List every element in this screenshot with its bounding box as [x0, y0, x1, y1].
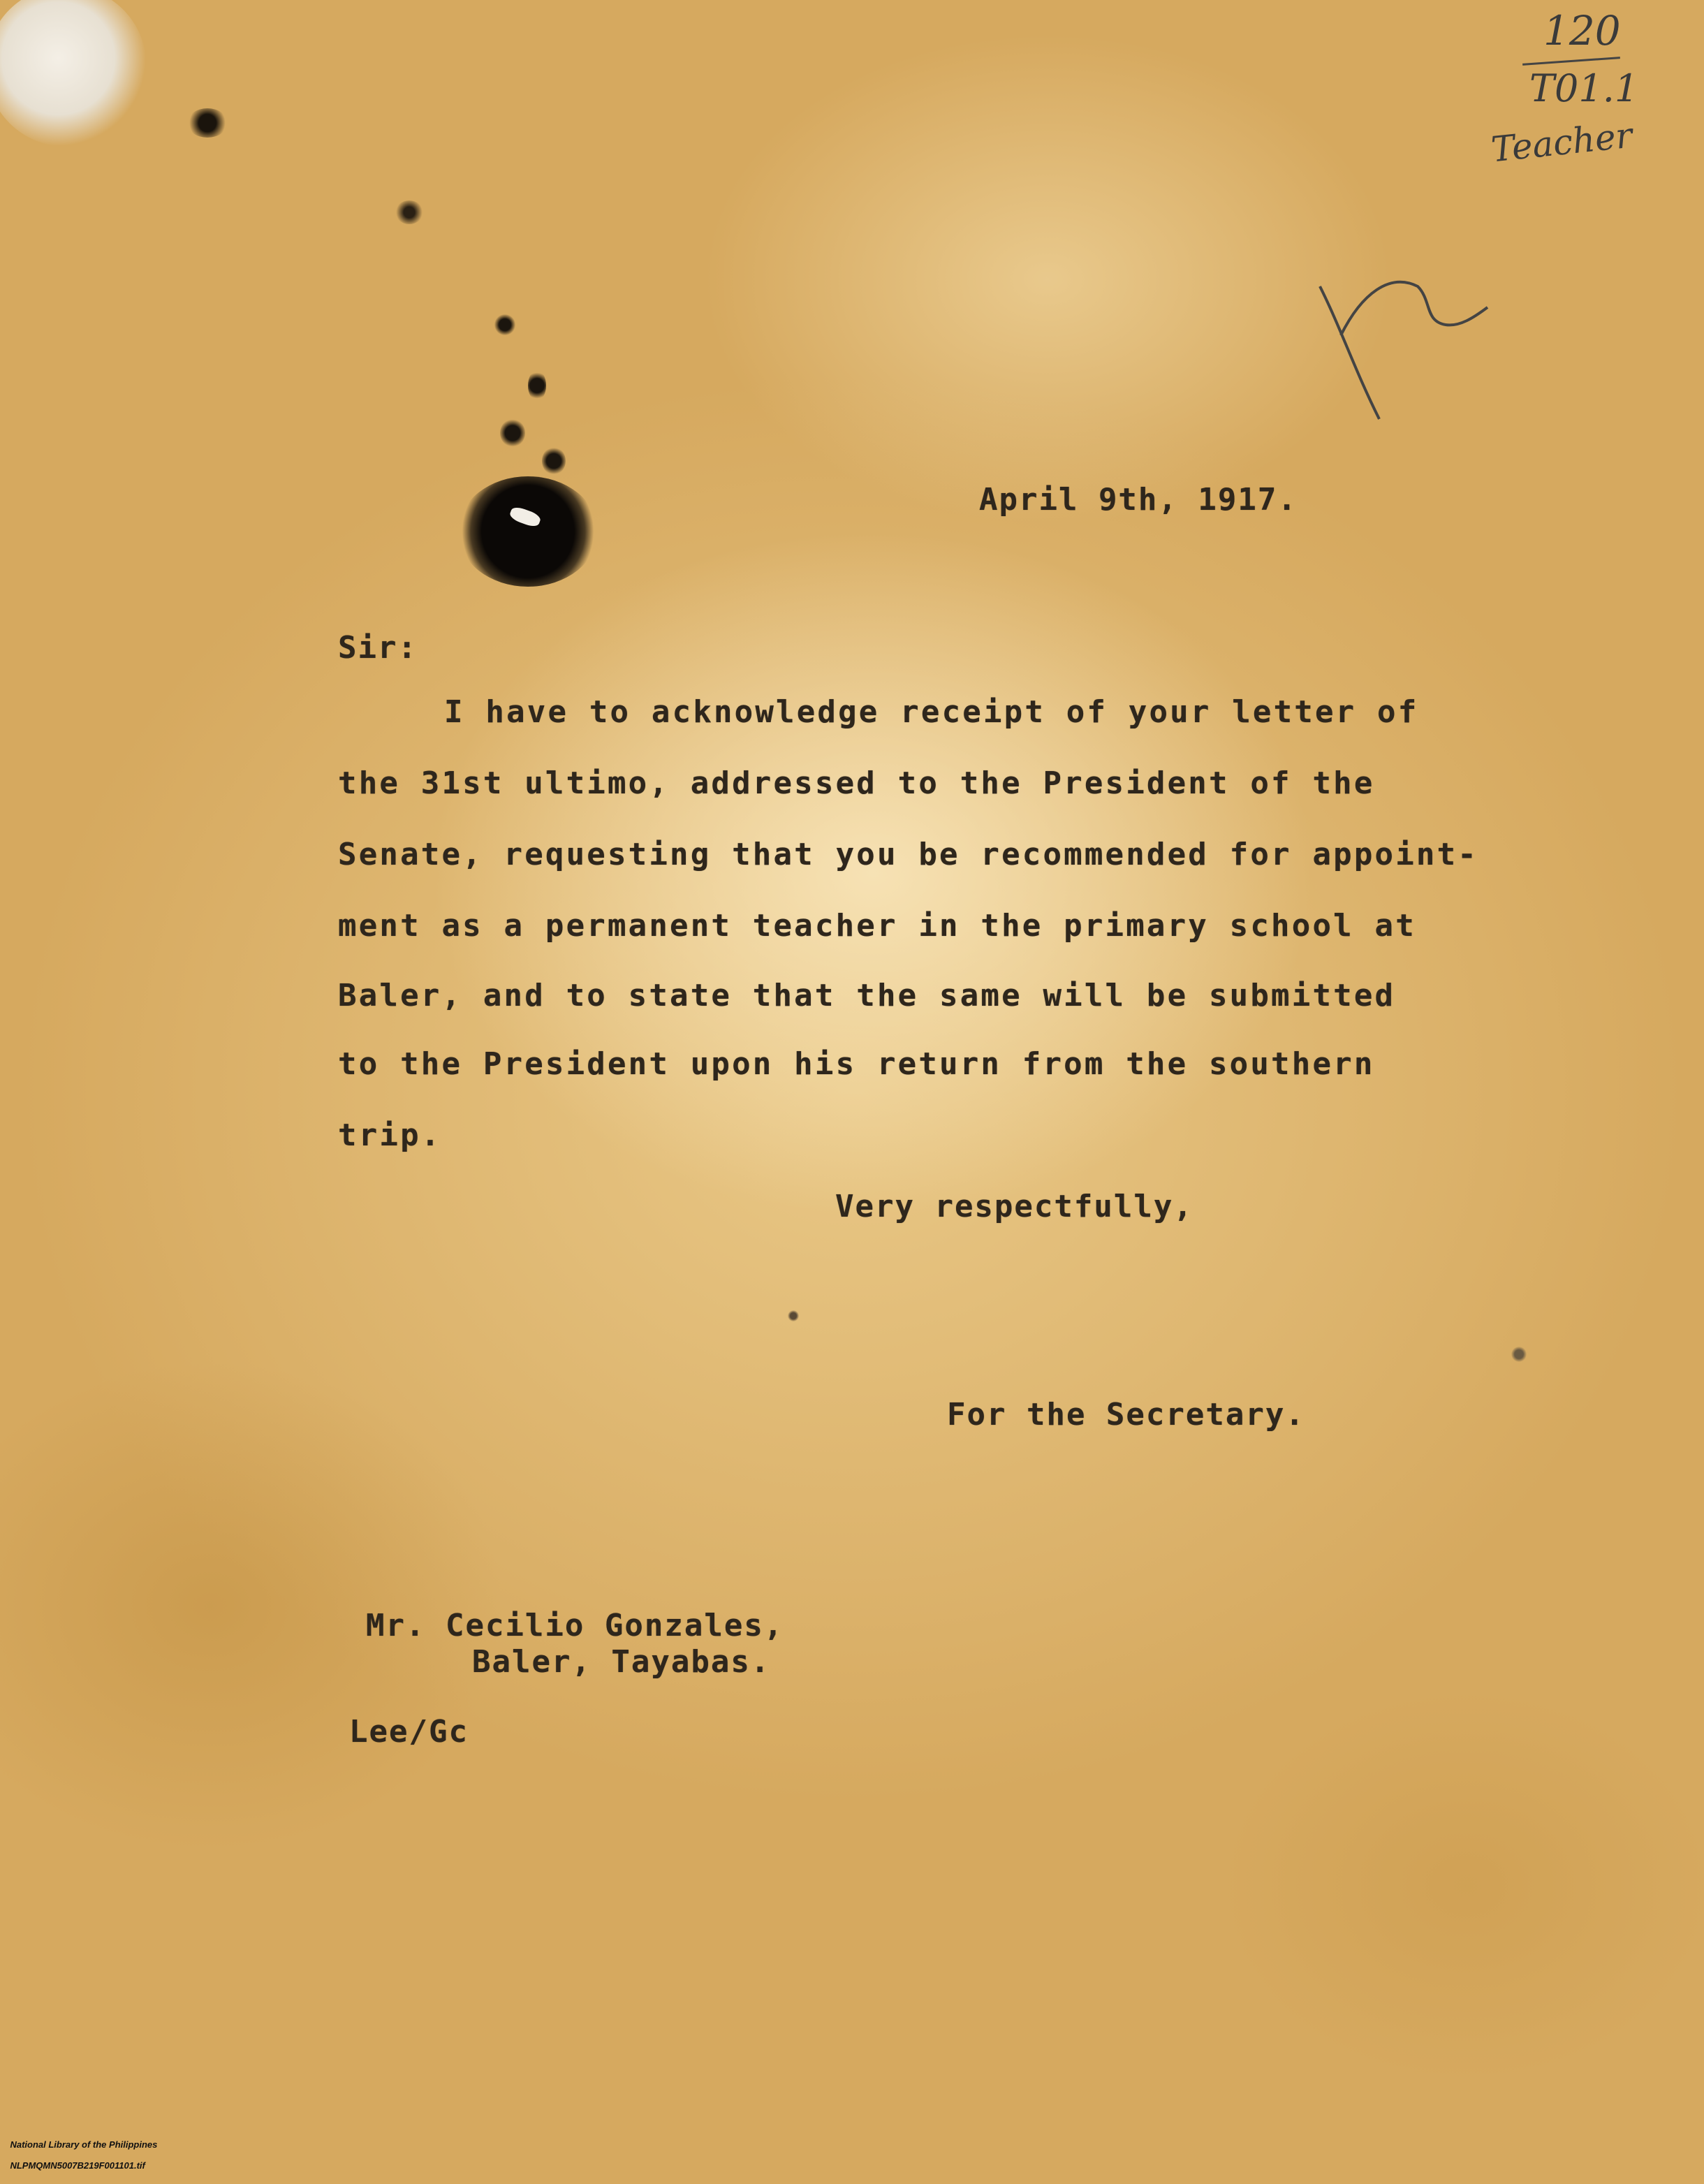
body-line: Senate, requesting that you be recommended for appoint- [338, 837, 1478, 872]
body-line: Baler, and to state that the same will be submitted [338, 978, 1396, 1013]
annotation-code: T01.1 [1529, 66, 1639, 110]
archive-footer [0, 2129, 157, 2181]
punch-hole [458, 476, 598, 587]
pencil-mark-r [1313, 265, 1494, 426]
body-line: ment as a permanent teacher in the primary school at [338, 908, 1416, 944]
footer-file-id: NLPMQMN5007B219F001101.tif [10, 2160, 145, 2171]
signature-line: For the Secretary. [947, 1397, 1305, 1432]
reference-initials: Lee/Gc [349, 1714, 469, 1750]
addressee-name: Mr. Cecilio Gonzales, [366, 1608, 784, 1643]
ink-blot-small [187, 108, 228, 138]
ink-drip-4 [542, 447, 566, 475]
body-line: I have to acknowledge receipt of your letter of [444, 694, 1419, 730]
annotation-number: 120 [1543, 7, 1621, 54]
annotation-subject: Teacher [1489, 115, 1635, 170]
torn-corner [0, 0, 147, 147]
annotation-underline [1522, 57, 1620, 66]
addressee-location: Baler, Tayabas. [472, 1644, 771, 1680]
letter-closing: Very respectfully, [835, 1189, 1193, 1224]
body-line: the 31st ultimo, addressed to the President of the [338, 765, 1375, 801]
ink-drip-1 [494, 314, 515, 335]
ink-drip-2 [528, 370, 546, 401]
letter-salutation: Sir: [338, 630, 418, 666]
footer-institution: National Library of the Philippines [10, 2139, 158, 2150]
body-line: to the President upon his return from the southern [338, 1046, 1375, 1082]
letter-date: April 9th, 1917. [979, 482, 1298, 518]
dot-right [1511, 1347, 1527, 1362]
body-line: trip. [338, 1117, 442, 1153]
ink-spot [395, 200, 423, 224]
dot-mid [788, 1310, 799, 1321]
ink-drip-3 [500, 419, 525, 447]
